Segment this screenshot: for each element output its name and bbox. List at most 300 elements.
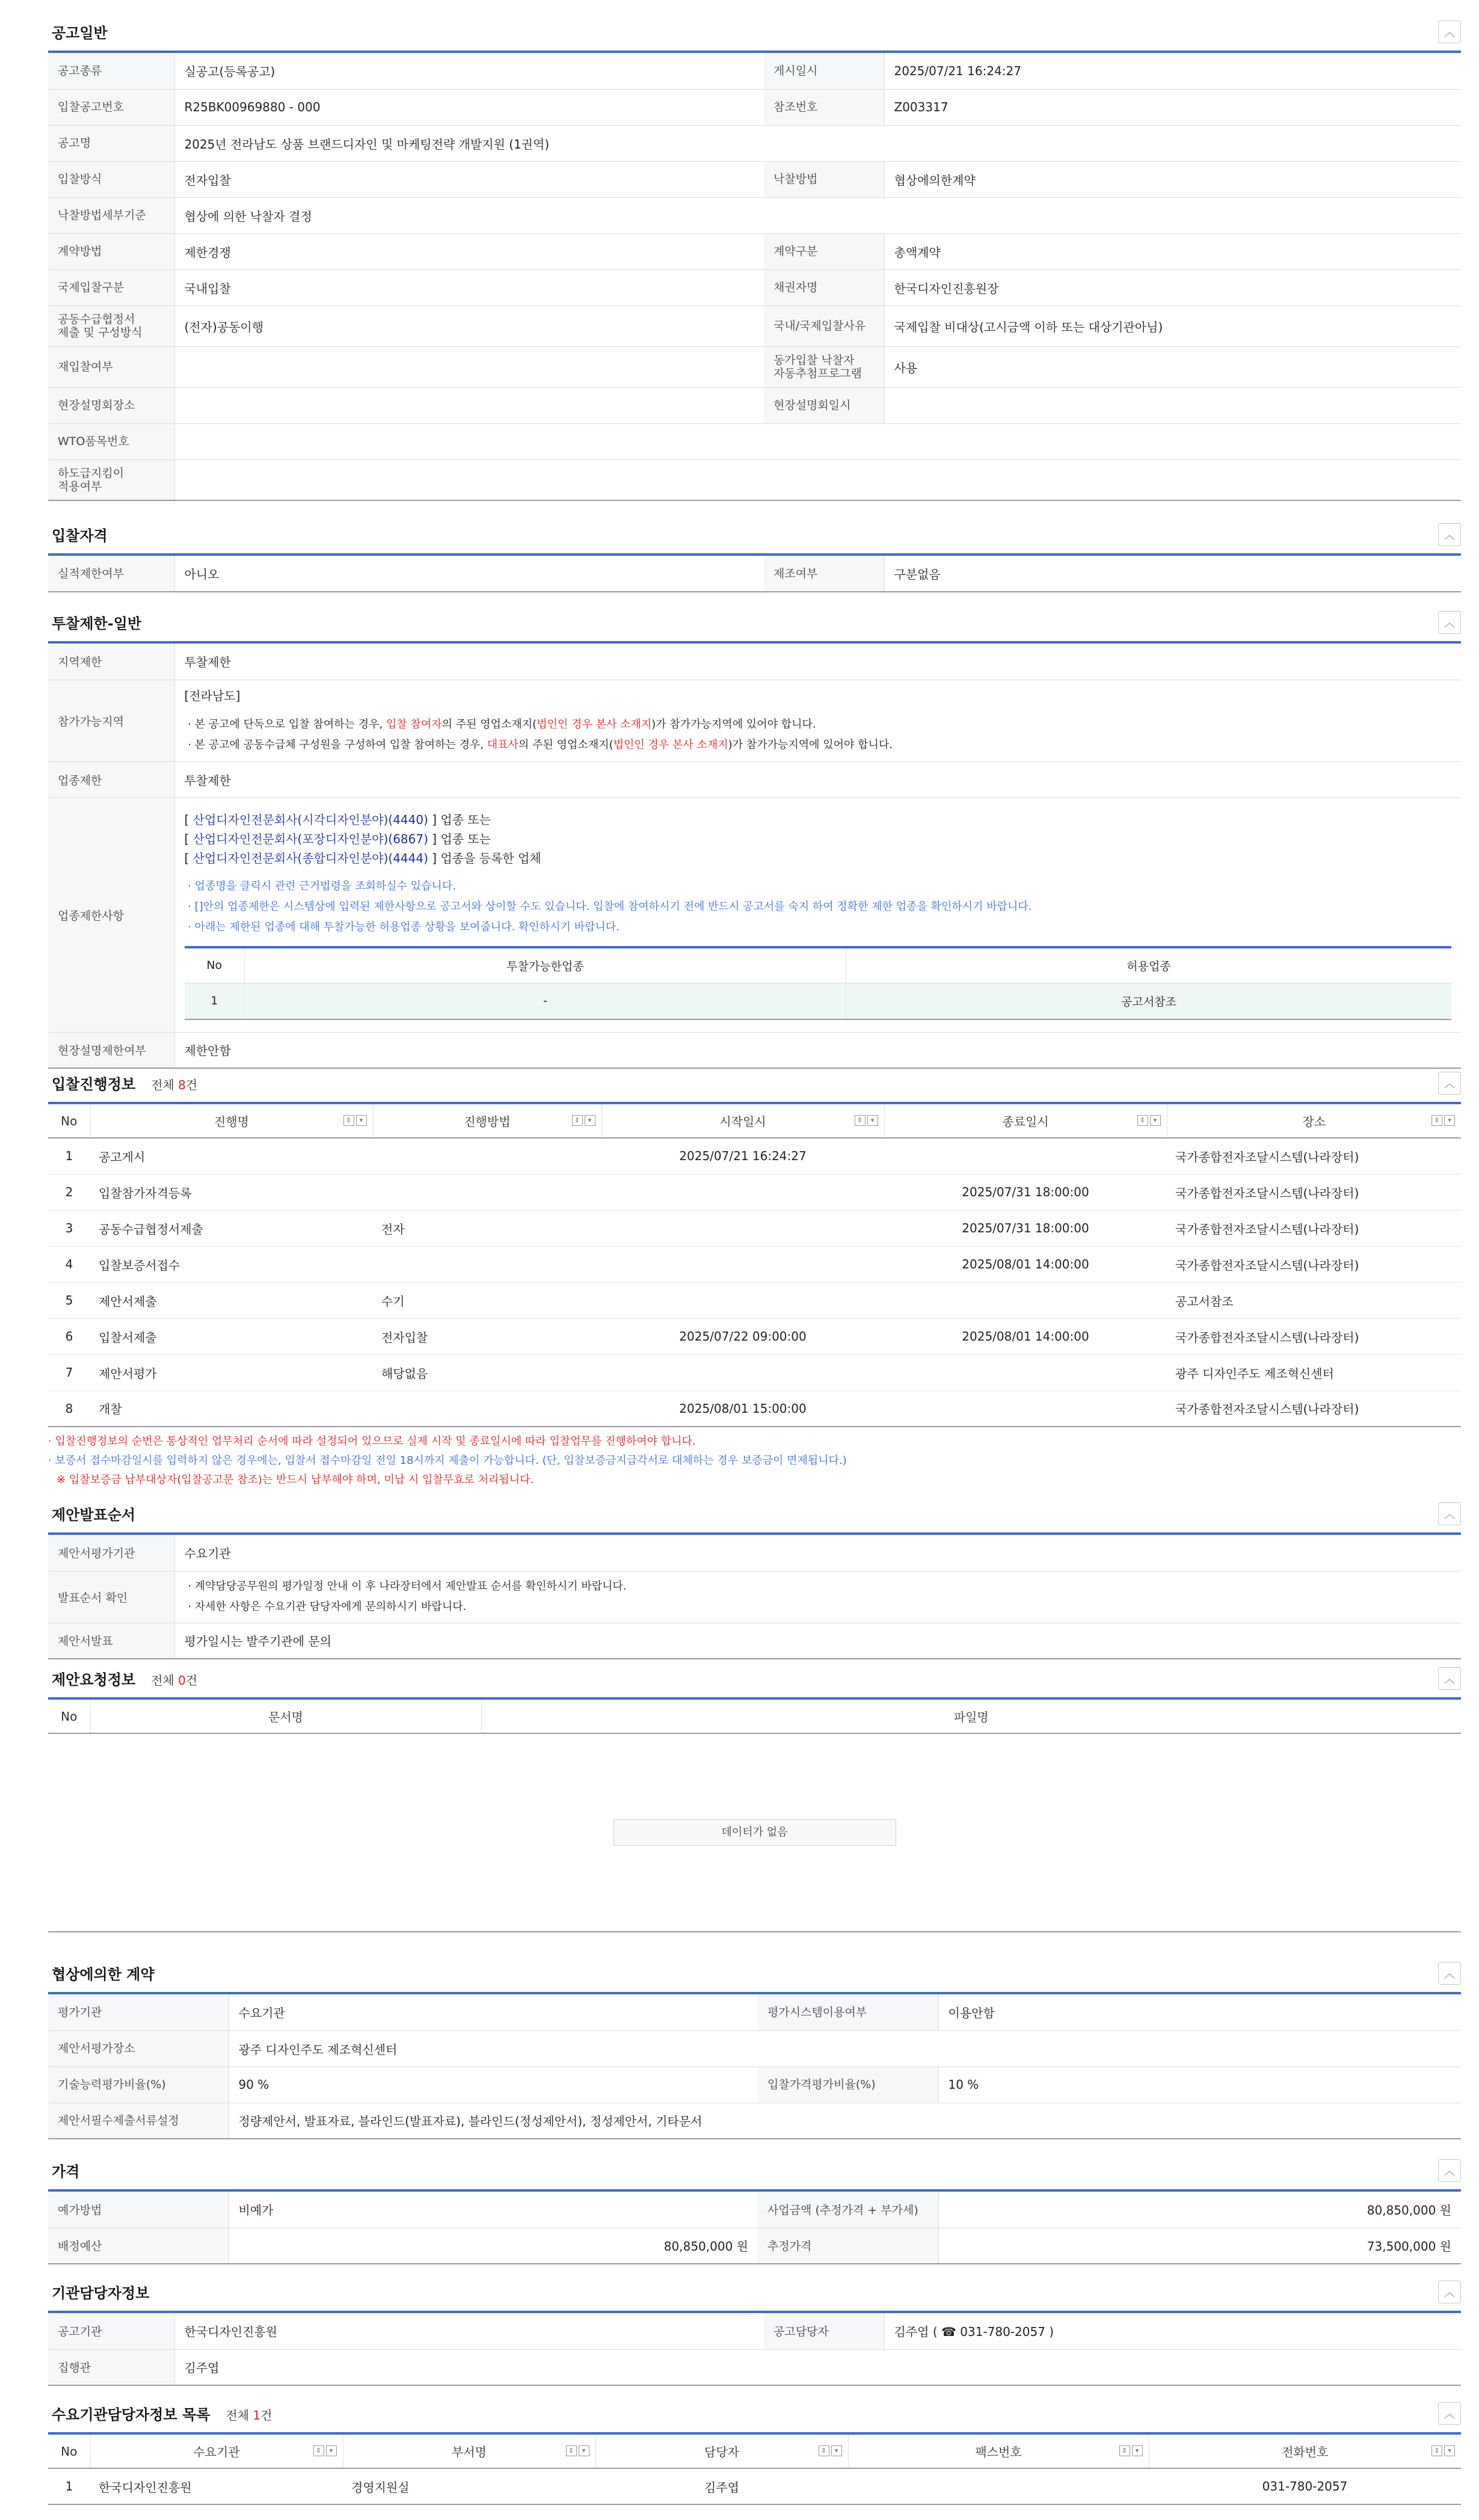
- progress-cell-end: 2025/07/31 18:00:00: [884, 1174, 1167, 1210]
- estimated-price-label: 추정가격: [758, 2228, 938, 2264]
- progress-header-label: 진행명: [214, 1114, 249, 1129]
- progress-cell-end: 2025/08/01 14:00:00: [884, 1318, 1167, 1354]
- general-collapse-button[interactable]: [1438, 20, 1461, 43]
- progress-cell-end: [884, 1138, 1167, 1174]
- inner-header-no: No: [185, 947, 245, 983]
- allowed-industry-table: [185, 946, 1452, 1020]
- progress-cell-method: 수기: [373, 1282, 601, 1318]
- project-amount-label: 사업금액 (추정가격 + 부가세): [758, 2192, 938, 2228]
- general-label: 낙찰방법세부기준: [48, 197, 174, 233]
- qualification-row: [48, 556, 1461, 592]
- progress-cell-start: 2025/08/01 15:00:00: [601, 1391, 884, 1427]
- industry-note: · []안의 업종제한은 시스템상에 입력된 제한사항으로 공고서와 상이할 수도 있습니다. 입찰에 참여하시기 전에 반드시 공고서를 숙지 하여 정확한 제한 업종을 확인하시기 바랍니다.: [184, 900, 1032, 913]
- progress-cell-no: 2: [48, 1174, 90, 1210]
- general-value: 제한경쟁: [174, 233, 764, 269]
- general-label: 공동수급협정서 제출 및 구성방식: [48, 306, 174, 346]
- executor-label: 집행관: [48, 2349, 174, 2385]
- restriction-section: [48, 609, 1461, 1069]
- qualification-value: 구분없음: [884, 556, 1461, 592]
- demand-header: [48, 2400, 1461, 2435]
- sort-arrows-icon[interactable]: ⇕: [855, 1115, 866, 1126]
- progress-header-place[interactable]: [1167, 1104, 1461, 1138]
- progress-cell-start: [601, 1354, 884, 1391]
- filter-dropdown-icon[interactable]: ▾: [579, 2445, 589, 2456]
- request-header-no: No: [48, 1700, 90, 1733]
- chevron-up-icon: ︿: [1444, 1078, 1455, 1090]
- presentation-label: 제안서발표: [48, 1623, 174, 1659]
- demand-header-dept[interactable]: [343, 2435, 595, 2468]
- estimated-price-value: 73,500,000 원: [938, 2228, 1461, 2264]
- progress-cell-place: 국가종합전자조달시스템(나라장터): [1167, 1246, 1461, 1282]
- demand-count: 전체 1건: [226, 2408, 272, 2423]
- industry-code-line: [ 산업디자인전문회사(시각디자인분야)(4440) ] 업종 또는: [184, 812, 491, 827]
- general-label: 하도급지킴이 적용여부: [48, 459, 174, 500]
- negotiation-label: 평가기관: [48, 1994, 229, 2030]
- inner-cell-bid-industry: -: [245, 983, 846, 1019]
- qualification-label: 제조여부: [764, 556, 884, 592]
- detail-label: 업종제한사항: [48, 797, 174, 1032]
- progress-cell-start: [601, 1210, 884, 1246]
- demand-header-label: 전화번호: [1282, 2445, 1329, 2459]
- general-value: R25BK00969880 - 000: [174, 89, 764, 125]
- general-value: 2025년 전라남도 상품 브랜드디자인 및 마케팅전략 개발지원 (1권역): [174, 125, 1461, 161]
- price-table: [48, 2192, 1461, 2264]
- general-value: 2025/07/21 16:24:27: [884, 53, 1461, 89]
- progress-cell-no: 8: [48, 1391, 90, 1427]
- general-row: [48, 125, 1461, 161]
- negotiation-row: [48, 2103, 1461, 2139]
- industry-value: 투찰제한: [174, 761, 1461, 797]
- general-label: 국내/국제입찰사유: [764, 306, 884, 346]
- request-title: 제안요청정보 전체 0건: [52, 1671, 198, 1688]
- eval-org-value: 수요기관: [174, 1535, 1461, 1571]
- general-row: [48, 269, 1461, 306]
- general-row: [48, 306, 1461, 346]
- site-restriction-value: 제한안함: [174, 1032, 1461, 1068]
- sort-control[interactable]: [572, 1115, 595, 1126]
- qualification-collapse-button[interactable]: [1438, 523, 1461, 546]
- progress-cell-no: 7: [48, 1354, 90, 1391]
- general-value: 실공고(등록공고): [174, 53, 764, 89]
- general-row: [48, 89, 1461, 125]
- general-row: [48, 459, 1461, 500]
- negotiation-row: [48, 2030, 1461, 2067]
- no-data-message: 데이터가 없음: [613, 1819, 896, 1846]
- inner-header-bid-industry: 투찰가능한업종: [245, 947, 846, 983]
- industry-label: 업종제한: [48, 761, 174, 797]
- restriction-collapse-button[interactable]: [1438, 611, 1461, 634]
- general-row: [48, 197, 1461, 233]
- general-label: 입찰방식: [48, 161, 174, 197]
- industry-note: · 아래는 제한된 업종에 대해 투찰가능한 허용업종 상황을 보여줍니다. 확인하시기 바랍니다.: [184, 920, 620, 933]
- general-label: 공고종류: [48, 53, 174, 89]
- presentation-table: [48, 1535, 1461, 1659]
- request-header: [48, 1665, 1461, 1700]
- general-value: 총액계약: [884, 233, 1461, 269]
- sort-arrows-icon[interactable]: ⇕: [1431, 1115, 1442, 1126]
- presentation-header: [48, 1500, 1461, 1535]
- filter-dropdown-icon[interactable]: ▾: [1132, 2445, 1143, 2456]
- progress-cell-method: 해당없음: [373, 1354, 601, 1391]
- progress-cell-place: 국가종합전자조달시스템(나라장터): [1167, 1391, 1461, 1427]
- qualification-label: 실적제한여부: [48, 556, 174, 592]
- negotiation-title: 협상에의한 계약: [52, 1966, 155, 1983]
- general-value: (전자)공동이행: [174, 306, 764, 346]
- progress-header-method[interactable]: [373, 1104, 601, 1138]
- progress-header-no: [48, 1104, 90, 1138]
- price-collapse-button[interactable]: [1438, 2159, 1461, 2182]
- budget-label: 배정예산: [48, 2228, 229, 2264]
- agency-header: [48, 2278, 1461, 2313]
- general-section: [48, 18, 1461, 521]
- qualification-title: 입찰자격: [52, 527, 108, 544]
- agency-collapse-button[interactable]: [1438, 2281, 1461, 2303]
- progress-cell-place: 국가종합전자조달시스템(나라장터): [1167, 1210, 1461, 1246]
- progress-cell-name: 입찰보증서접수: [90, 1246, 373, 1282]
- general-value: Z003317: [884, 89, 1461, 125]
- presentation-title: 제안발표순서: [52, 1507, 136, 1523]
- sort-control[interactable]: [343, 1115, 367, 1126]
- demand-table: [48, 2435, 1461, 2505]
- negotiation-label: 제안서필수제출서류설정: [48, 2103, 229, 2139]
- filter-dropdown-icon[interactable]: ▾: [585, 1115, 595, 1126]
- general-header: [48, 18, 1461, 53]
- progress-cell-name: 공동수급협정서제출: [90, 1210, 373, 1246]
- progress-header-label: 시작일시: [719, 1114, 766, 1129]
- area-value: [전라남도]: [184, 688, 241, 703]
- progress-header-label: No: [61, 1113, 78, 1128]
- table-row: [48, 2468, 1461, 2504]
- industry-note-text: 업종명을 클릭시 관련 근거법령을 조회하실수 있습니다.: [194, 879, 456, 893]
- general-value: 한국디자인진흥원장: [884, 269, 1461, 306]
- progress-cell-method: 전자: [373, 1210, 601, 1246]
- agency-table: [48, 2313, 1461, 2386]
- presentation-collapse-button[interactable]: [1438, 1502, 1461, 1525]
- progress-header-end[interactable]: [884, 1104, 1167, 1138]
- demand-cell-org: 한국디자인진흥원: [90, 2468, 343, 2504]
- general-label: 현장설명회장소: [48, 387, 174, 423]
- industry-code-line: [ 산업디자인전문회사(종합디자인분야)(4444) ] 업종을 등록한 업체: [184, 850, 541, 865]
- price-title: 가격: [52, 2163, 80, 2180]
- negotiation-label: 기술능력평가비율(%): [48, 2067, 229, 2103]
- chevron-up-icon: ︿: [1444, 529, 1455, 542]
- progress-note-2: · 보증서 접수마감일시를 입력하지 않은 경우에는, 입찰서 접수마감일 전일 18시까지 제출이 가능합니다. (단, 입찰보증금지급각서로 대체하는 경우 보증금이 면제됩니다.): [48, 1454, 847, 1467]
- negotiation-value: 광주 디자인주도 제조혁신센터: [229, 2030, 1461, 2067]
- table-row: [48, 1138, 1461, 1174]
- general-label: 참조번호: [764, 89, 884, 125]
- sort-arrows-icon[interactable]: ⇕: [1119, 2445, 1130, 2456]
- demand-cell-phone: 031-780-2057: [1149, 2468, 1461, 2504]
- general-row: [48, 53, 1461, 89]
- progress-cell-name: 제안서평가: [90, 1354, 373, 1391]
- general-value: 전자입찰: [174, 161, 764, 197]
- request-collapse-button[interactable]: [1438, 1667, 1461, 1690]
- progress-table: [48, 1104, 1461, 1427]
- area-note-1: · 본 공고에 단독으로 입찰 참여하는 경우, 입찰 참여자의 주된 영업소재지(법인인 경우 본사 소재지)가 참가가능지역에 있어야 합니다.: [184, 718, 816, 731]
- table-row: [48, 1282, 1461, 1318]
- restriction-header: [48, 609, 1461, 644]
- progress-cell-no: 6: [48, 1318, 90, 1354]
- progress-cell-start: 2025/07/22 09:00:00: [601, 1318, 884, 1354]
- negotiation-label: 평가시스템이용여부: [758, 1994, 938, 2030]
- progress-count: 전체 8건: [151, 1078, 198, 1092]
- sort-arrows-icon[interactable]: ⇕: [343, 1115, 354, 1126]
- general-label: 게시일시: [764, 53, 884, 89]
- request-empty-area: [48, 1734, 1461, 1932]
- inner-header-allowed-industry: 허용업종: [846, 947, 1452, 983]
- region-label: 지역제한: [48, 644, 174, 680]
- general-label: 현장설명회일시: [764, 387, 884, 423]
- progress-header-start[interactable]: [601, 1104, 884, 1138]
- industry-code-link[interactable]: 산업디자인전문회사(시각디자인분야)(4440): [192, 812, 428, 827]
- eval-org-label: 제안서평가기관: [48, 1535, 174, 1571]
- industry-code-suffix: 업종 또는: [440, 831, 491, 846]
- progress-cell-name: 입찰서제출: [90, 1318, 373, 1354]
- sort-arrows-icon[interactable]: ⇕: [819, 2445, 829, 2456]
- inner-cell-allowed-industry: 공고서참조: [846, 983, 1452, 1019]
- area-label: 참가가능지역: [48, 680, 174, 761]
- inner-cell-no: 1: [185, 983, 245, 1019]
- restriction-table: [48, 644, 1461, 1069]
- progress-cell-start: [601, 1246, 884, 1282]
- negotiation-value: 10 %: [938, 2067, 1461, 2103]
- negotiation-label: 제안서평가장소: [48, 2030, 229, 2067]
- demand-cell-manager: 김주엽: [595, 2468, 848, 2504]
- presentation-section: [48, 1500, 1461, 1665]
- general-label: 채권자명: [764, 269, 884, 306]
- progress-cell-no: 4: [48, 1246, 90, 1282]
- chevron-up-icon: ︿: [1444, 2408, 1455, 2421]
- industry-code-suffix: 업종을 등록한 업체: [440, 850, 541, 865]
- progress-notes: [48, 1432, 1461, 1490]
- progress-cell-no: 1: [48, 1138, 90, 1174]
- table-row: [48, 1318, 1461, 1354]
- progress-cell-start: [601, 1282, 884, 1318]
- filter-dropdown-icon[interactable]: ▾: [326, 2445, 337, 2456]
- site-restriction-label: 현장설명제한여부: [48, 1032, 174, 1068]
- industry-code-link[interactable]: 산업디자인전문회사(포장디자인분야)(6867): [192, 831, 428, 846]
- chevron-up-icon: ︿: [1444, 1673, 1455, 1686]
- sort-control[interactable]: [1119, 2445, 1143, 2456]
- progress-cell-place: 국가종합전자조달시스템(나라장터): [1167, 1138, 1461, 1174]
- demand-header-no: [48, 2435, 90, 2468]
- chevron-up-icon: ︿: [1444, 1508, 1455, 1521]
- progress-header-label: 장소: [1302, 1114, 1326, 1129]
- progress-cell-end: [884, 1391, 1167, 1427]
- negotiation-label: 입찰가격평가비율(%): [758, 2067, 938, 2103]
- general-label: 동가입찰 낙찰자 자동추첨프로그램: [764, 346, 884, 387]
- progress-cell-end: [884, 1354, 1167, 1391]
- negotiation-value: 수요기관: [229, 1994, 758, 2030]
- sort-control[interactable]: [855, 1115, 878, 1126]
- negotiation-value: 이용안함: [938, 1994, 1461, 2030]
- sort-control[interactable]: [819, 2445, 842, 2456]
- general-value: [174, 459, 1461, 500]
- request-count: 전체 0건: [151, 1673, 198, 1688]
- progress-header-label: 종료일시: [1002, 1114, 1049, 1129]
- demand-header-phone[interactable]: [1149, 2435, 1461, 2468]
- chevron-up-icon: ︿: [1444, 2165, 1455, 2178]
- demand-header-org[interactable]: [90, 2435, 343, 2468]
- progress-cell-no: 3: [48, 1210, 90, 1246]
- general-title: 공고일반: [52, 25, 108, 41]
- industry-code-list: [185, 810, 1452, 868]
- price-method-label: 예가방법: [48, 2192, 229, 2228]
- request-header-doc: 문서명: [90, 1700, 481, 1733]
- sort-arrows-icon[interactable]: ⇕: [1137, 1115, 1148, 1126]
- demand-header-manager[interactable]: [595, 2435, 848, 2468]
- filter-dropdown-icon[interactable]: ▾: [831, 2445, 842, 2456]
- progress-cell-place: 광주 디자인주도 제조혁신센터: [1167, 1354, 1461, 1391]
- progress-note-3: ※ 입찰보증금 납부대상자(입찰공고문 참조)는 반드시 납부해야 하며, 미납 시 입찰무효로 처리됩니다.: [57, 1474, 534, 1486]
- restriction-title: 투찰제한-일반: [52, 615, 142, 632]
- progress-note-1: · 입찰진행정보의 순번은 통상적인 업무처리 순서에 따라 설정되어 있으므로 실제 시작 및 종료일시에 따라 입찰업무를 진행하여야 합니다.: [48, 1435, 696, 1448]
- negotiation-collapse-button[interactable]: [1438, 1962, 1461, 1985]
- executor-value: 김주엽: [174, 2349, 1461, 2385]
- general-row: [48, 233, 1461, 269]
- progress-title: 입찰진행정보 전체 8건: [52, 1076, 198, 1093]
- negotiation-value: 90 %: [229, 2067, 758, 2103]
- general-value: [884, 387, 1461, 423]
- notice-manager-value: 김주엽 ( ☎ 031-780-2057 ): [884, 2313, 1461, 2349]
- table-row: [48, 1354, 1461, 1391]
- qualification-table: [48, 556, 1461, 592]
- demand-header-label: 팩스번호: [975, 2445, 1022, 2459]
- demand-collapse-button[interactable]: [1438, 2402, 1461, 2425]
- demand-cell-no: 1: [48, 2468, 90, 2504]
- table-row: [48, 1391, 1461, 1427]
- sort-control[interactable]: [313, 2445, 337, 2456]
- chevron-up-icon: ︿: [1444, 26, 1455, 39]
- progress-cell-name: 입찰참가자격등록: [90, 1174, 373, 1210]
- filter-dropdown-icon[interactable]: ▾: [1444, 1115, 1455, 1126]
- chevron-up-icon: ︿: [1444, 1968, 1455, 1981]
- demand-header-label: 수요기관: [193, 2445, 240, 2459]
- progress-cell-method: [373, 1246, 601, 1282]
- progress-cell-method: [373, 1138, 601, 1174]
- general-label: 재입찰여부: [48, 346, 174, 387]
- qualification-section: [48, 521, 1461, 609]
- progress-cell-method: [373, 1174, 601, 1210]
- progress-cell-method: 전자입찰: [373, 1318, 601, 1354]
- price-header: [48, 2157, 1461, 2192]
- sort-arrows-icon[interactable]: ⇕: [313, 2445, 324, 2456]
- progress-header-name[interactable]: [90, 1104, 373, 1138]
- sort-control[interactable]: [1431, 2445, 1455, 2456]
- notice-org-value: 한국디자인진흥원: [174, 2313, 764, 2349]
- general-value: 협상에의한계약: [884, 161, 1461, 197]
- qualification-value: 아니오: [174, 556, 764, 592]
- general-value: [174, 423, 1461, 459]
- general-row: [48, 161, 1461, 197]
- table-row: [48, 1210, 1461, 1246]
- progress-cell-name: 개찰: [90, 1391, 373, 1427]
- general-label: WTO품목번호: [48, 423, 174, 459]
- sort-arrows-icon[interactable]: ⇕: [572, 1115, 583, 1126]
- progress-cell-place: 국가종합전자조달시스템(나라장터): [1167, 1318, 1461, 1354]
- region-value: 투찰제한: [174, 644, 1461, 680]
- progress-cell-name: 공고게시: [90, 1138, 373, 1174]
- table-row: [48, 1246, 1461, 1282]
- general-label: 계약구분: [764, 233, 884, 269]
- sort-control[interactable]: [1431, 1115, 1455, 1126]
- progress-cell-end: 2025/08/01 14:00:00: [884, 1246, 1167, 1282]
- demand-section: [48, 2400, 1461, 2512]
- notice-org-label: 공고기관: [48, 2313, 174, 2349]
- demand-cell-dept: 경영지원실: [343, 2468, 595, 2504]
- general-value: 국제입찰 비대상(고시금액 이하 또는 대상기관아님): [884, 306, 1461, 346]
- price-method-value: 비예가: [229, 2192, 758, 2228]
- general-label: 낙찰방법: [764, 161, 884, 197]
- progress-cell-end: 2025/07/31 18:00:00: [884, 1210, 1167, 1246]
- notice-manager-label: 공고담당자: [764, 2313, 884, 2349]
- general-row: [48, 346, 1461, 387]
- sort-control[interactable]: [566, 2445, 589, 2456]
- presentation-value: 평가일시는 발주기관에 문의: [174, 1623, 1461, 1659]
- order-note-2: · 자세한 사항은 수요기관 담당자에게 문의하시기 바랍니다.: [184, 1600, 467, 1613]
- area-note-2: · 본 공고에 공동수급체 구성원을 구성하여 입찰 참여하는 경우, 대표사의 주된 영업소재지(법인인 경우 본사 소재지)가 참가가능지역에 있어야 합니다.: [184, 738, 893, 751]
- filter-dropdown-icon[interactable]: ▾: [1444, 2445, 1455, 2456]
- general-table: [48, 53, 1461, 501]
- general-value: [174, 387, 764, 423]
- general-value: 협상에 의한 낙찰자 결정: [174, 197, 1461, 233]
- progress-cell-no: 5: [48, 1282, 90, 1318]
- negotiation-section: [48, 1959, 1461, 2157]
- progress-cell-start: [601, 1174, 884, 1210]
- project-amount-value: 80,850,000 원: [938, 2192, 1461, 2228]
- progress-cell-place: 공고서참조: [1167, 1282, 1461, 1318]
- negotiation-value: 정량제안서, 발표자료, 블라인드(발표자료), 블라인드(정성제안서), 정성제안서, 기타문서: [229, 2103, 1461, 2139]
- progress-section: [48, 1069, 1461, 1500]
- progress-cell-place: 국가종합전자조달시스템(나라장터): [1167, 1174, 1461, 1210]
- demand-header-fax[interactable]: [848, 2435, 1149, 2468]
- sort-control[interactable]: [1137, 1115, 1161, 1126]
- request-header-file: 파일명: [481, 1700, 1461, 1733]
- progress-cell-end: [884, 1282, 1167, 1318]
- negotiation-header: [48, 1959, 1461, 1994]
- general-label: 공고명: [48, 125, 174, 161]
- sort-arrows-icon[interactable]: ⇕: [1431, 2445, 1442, 2456]
- general-label: 계약방법: [48, 233, 174, 269]
- demand-cell-fax: [848, 2468, 1149, 2504]
- progress-header-label: 진행방법: [464, 1114, 511, 1129]
- qualification-header: [48, 521, 1461, 556]
- demand-header-label: No: [61, 2444, 78, 2459]
- order-check-label: 발표순서 확인: [48, 1571, 174, 1623]
- demand-header-label: 담당자: [704, 2445, 739, 2459]
- industry-note-text: []안의 업종제한은 시스템상에 입력된 제한사항으로 공고서와 상이할 수도 있습니다. 입찰에 참여하시기 전에 반드시 공고서를 숙지 하여 정확한 제한 업종을 확인하시기 바랍니다.: [194, 900, 1032, 913]
- progress-header: [48, 1069, 1461, 1104]
- chevron-up-icon: ︿: [1444, 2287, 1455, 2299]
- industry-code-link[interactable]: 산업디자인전문회사(종합디자인분야)(4444): [192, 850, 428, 865]
- demand-header-label: 부서명: [452, 2445, 487, 2459]
- price-section: [48, 2157, 1461, 2278]
- filter-dropdown-icon[interactable]: ▾: [1150, 1115, 1161, 1126]
- sort-arrows-icon[interactable]: ⇕: [566, 2445, 577, 2456]
- filter-dropdown-icon[interactable]: ▾: [356, 1115, 367, 1126]
- general-row: [48, 423, 1461, 459]
- progress-collapse-button[interactable]: [1438, 1072, 1461, 1095]
- progress-cell-name: 제안서제출: [90, 1282, 373, 1318]
- filter-dropdown-icon[interactable]: ▾: [867, 1115, 878, 1126]
- agency-section: [48, 2278, 1461, 2400]
- order-note-1: · 계약담당공무원의 평가일정 안내 이 후 나라장터에서 제안발표 순서를 확인하시기 바랍니다.: [184, 1580, 627, 1593]
- general-row: [48, 387, 1461, 423]
- negotiation-row: [48, 2067, 1461, 2103]
- negotiation-table: [48, 1994, 1461, 2139]
- negotiation-row: [48, 1994, 1461, 2030]
- industry-code-suffix: 업종 또는: [440, 812, 491, 827]
